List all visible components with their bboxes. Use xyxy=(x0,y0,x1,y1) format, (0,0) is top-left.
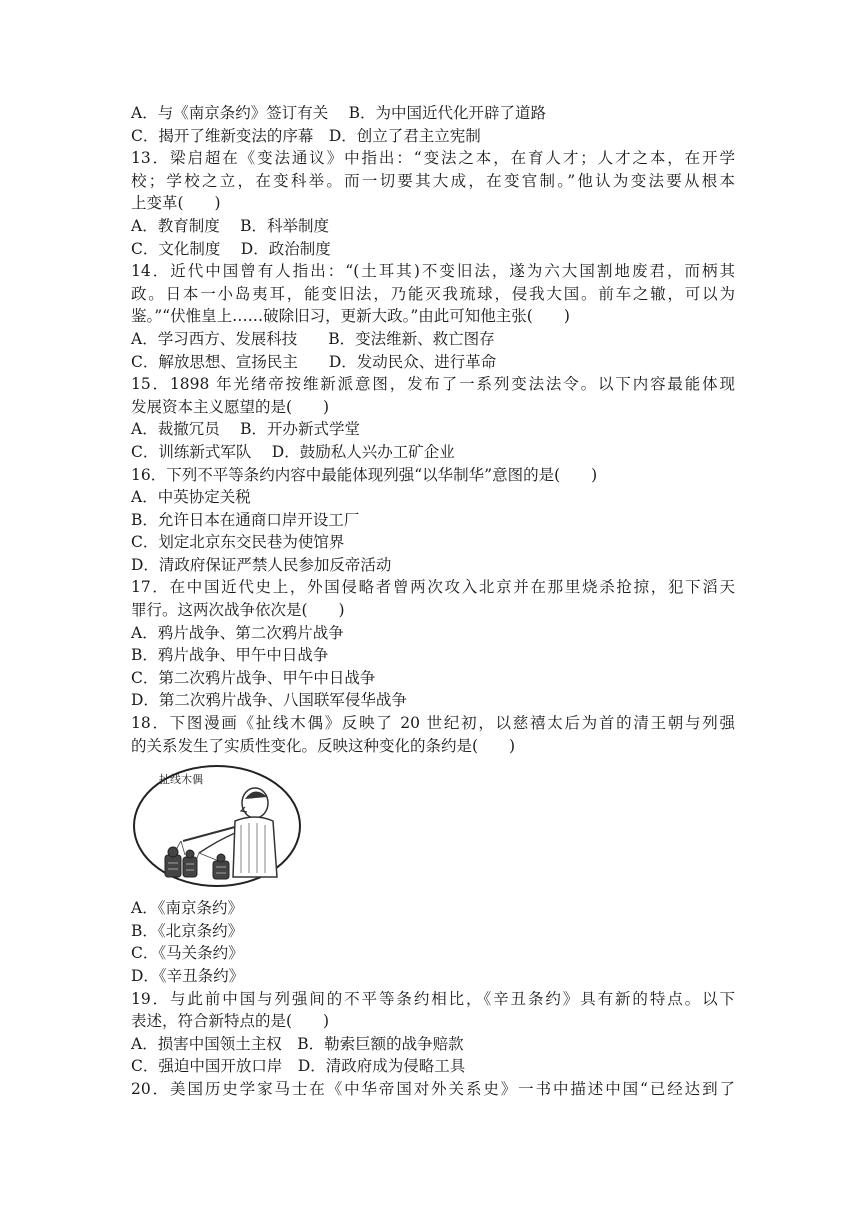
text-line: C．训练新式军队 D．鼓励私人兴办工矿企业 xyxy=(131,442,455,461)
text-line: 14．近代中国曾有人指出：“(土耳其)不变旧法，遂为六大国割地废君，而柄其 xyxy=(131,262,735,281)
cartoon-image-puppet xyxy=(131,763,303,889)
cartoon-caption: 扯线木偶 xyxy=(159,773,203,787)
text-line: B．允许日本在通商口岸开设工厂 xyxy=(131,510,360,529)
text-line: A．中英协定关税 xyxy=(131,488,251,507)
text-line: A．教育制度 B．科举制度 xyxy=(131,216,330,235)
text-line: A．与《南京条约》签订有关 B．为中国近代化开辟了道路 xyxy=(131,104,547,122)
cartoon-drawing xyxy=(131,763,303,889)
text-line: 13．梁启超在《变法通议》中指出：“变法之本，在育人才；人才之本，在开学 xyxy=(131,149,735,168)
text-line: C．第二次鸦片战争、甲午中日战争 xyxy=(131,668,376,687)
text-line: 20．美国历史学家马士在《中华帝国对外关系史》一书中描述中国“已经达到了 xyxy=(131,1079,735,1098)
questions-12-to-18 xyxy=(131,102,735,757)
text-line: A．裁撤冗员 B．开办新式学堂 xyxy=(131,420,361,439)
text-line: 18．下图漫画《扯线木偶》反映了 20 世纪初，以慈禧太后为首的清王朝与列强 xyxy=(131,714,735,733)
questions-18-options-to-20 xyxy=(131,897,735,1100)
text-line: D．第二次鸦片战争、八国联军侵华战争 xyxy=(131,691,407,710)
text-line: 17．在中国近代史上，外国侵略者曾两次攻入北京并在那里烧杀抢掠，犯下滔天 xyxy=(131,578,735,597)
text-line: C．解放思想、宣扬民主 D．发动民众、进行革命 xyxy=(131,352,497,371)
text-line: 政。日本一小岛夷耳，能变旧法，乃能灭我琉球，侵我大国。前车之辙，可以为 xyxy=(131,284,735,303)
text-line: 表述，符合新特点的是( ) xyxy=(131,1012,330,1031)
text-line: 的关系发生了实质性变化。反映这种变化的条约是( ) xyxy=(131,736,516,755)
text-line: 鉴。”“伏惟皇上……破除旧习，更新大政。”由此可知他主张( ) xyxy=(131,307,570,326)
question-text xyxy=(131,102,735,1101)
text-line: 19．与此前中国与列强间的不平等条约相比，《辛丑条约》具有新的特点。以下 xyxy=(131,989,735,1008)
text-line: D．《辛丑条约》 xyxy=(131,967,245,985)
text-line: B．鸦片战争、甲午中日战争 xyxy=(131,646,329,665)
text-line: 16．下列不平等条约内容中最能体现列强“以华制华”意图的是( ) xyxy=(131,465,598,484)
text-line: A．鸦片战争、第二次鸦片战争 xyxy=(131,623,344,642)
text-line: 罪行。这两次战争依次是( ) xyxy=(131,601,345,620)
text-line: A．学习西方、发展科技 B．变法维新、救亡图存 xyxy=(131,329,495,348)
text-line: C．强迫中国开放口岸 D．清政府成为侵略工具 xyxy=(131,1057,466,1076)
text-line: B．《北京条约》 xyxy=(131,921,244,940)
text-line: A．损害中国领土主权 B．勒索巨额的战争赔款 xyxy=(131,1034,464,1053)
text-line: 校；学校之立，在变科举。而一切要其大成，在变官制。”他认为变法要从根本 xyxy=(131,171,735,190)
text-line: C．《马关条约》 xyxy=(131,944,244,963)
text-line: A．《南京条约》 xyxy=(131,899,243,918)
text-line: C．揭开了维新变法的序幕 D．创立了君主立宪制 xyxy=(131,126,481,145)
text-line: 15．1898 年光绪帝按维新派意图，发布了一系列变法法令。以下内容最能体现 xyxy=(131,375,735,394)
text-line: 发展资本主义愿望的是( ) xyxy=(131,397,330,416)
text-line: C．文化制度 D．政治制度 xyxy=(131,239,331,258)
text-line: D．清政府保证严禁人民参加反帝活动 xyxy=(131,555,392,574)
text-line: 上变革( ) xyxy=(131,194,221,213)
text-line: C．划定北京东交民巷为使馆界 xyxy=(131,533,345,552)
